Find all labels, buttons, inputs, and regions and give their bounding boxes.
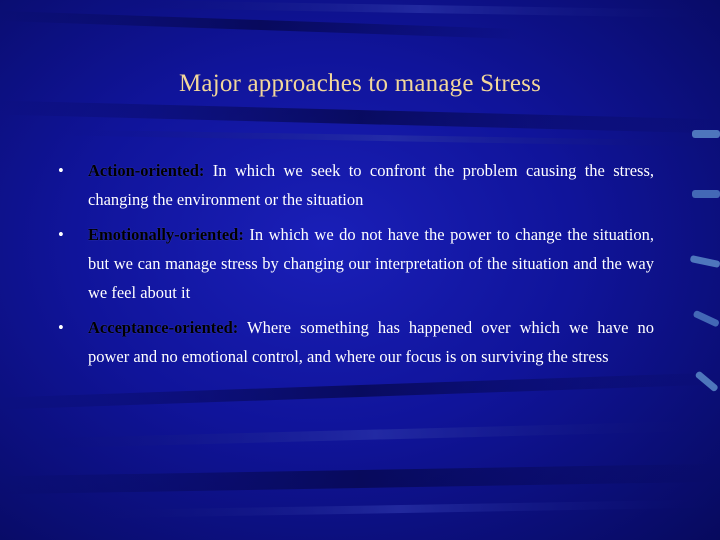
- bullet-emotionally-oriented: [58, 220, 654, 307]
- bullet-list: [58, 156, 654, 377]
- bullet-dot-icon: •: [58, 225, 64, 244]
- bullet-action-oriented: [58, 156, 654, 214]
- bullet-text: In which we do not have the power to change the situation, but we can manage stress by changing our interpretation of the situation and the way we feel about it: [88, 225, 654, 302]
- bullet-term: Emotionally-oriented:: [88, 225, 244, 244]
- bullet-dot-icon: •: [58, 318, 64, 337]
- bullet-term: Acceptance-oriented:: [88, 318, 239, 337]
- bullet-dot-icon: •: [58, 161, 64, 180]
- bullet-term: Action-oriented:: [88, 161, 205, 180]
- slide-title: Major approaches to manage Stress: [178, 70, 542, 97]
- bullet-acceptance-oriented: [58, 313, 654, 371]
- bullet-text: In which we seek to confront the problem causing the stress, changing the environment or the situation: [88, 161, 654, 209]
- bullet-text: Where something has happened over which we have no power and no emotional control, and where our focus is on surviving the stress: [88, 318, 654, 366]
